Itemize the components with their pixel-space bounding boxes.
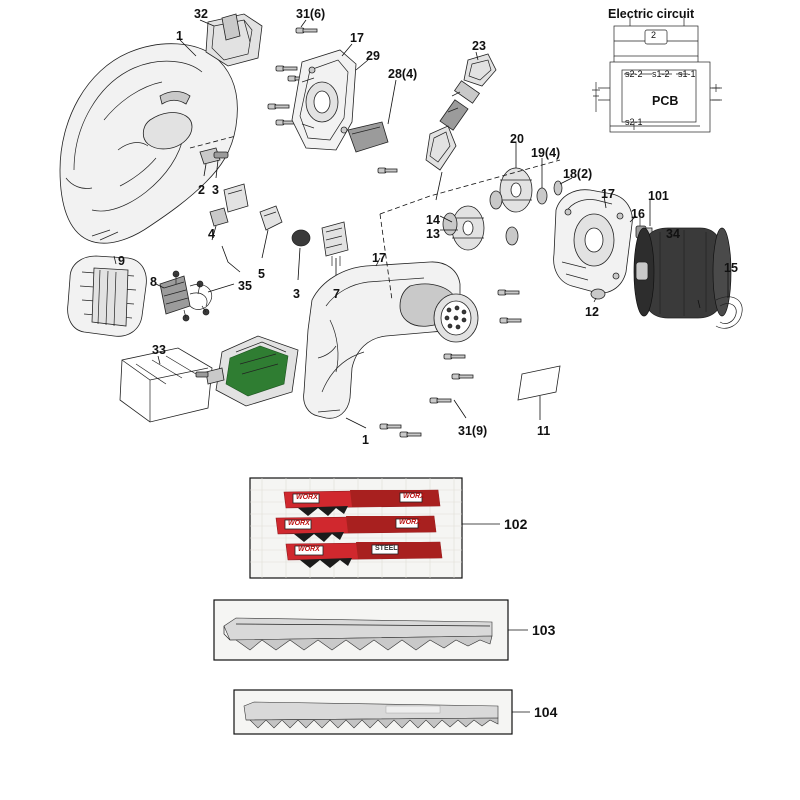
part-33-charger xyxy=(120,348,212,422)
part-23-shaft xyxy=(426,54,496,170)
callout-28-4: 28(4) xyxy=(388,67,418,81)
callout-15: 15 xyxy=(724,261,738,275)
blade-brand-2b: WORX xyxy=(399,519,421,526)
part-28-4-bracket xyxy=(348,122,388,152)
callout-19-4: 19(4) xyxy=(531,146,561,160)
blade-brand-2: WORX xyxy=(288,520,310,527)
callout-31-6: 31(6) xyxy=(296,7,326,21)
gearbox-cover-29 xyxy=(292,50,356,150)
blade-brand-1b: WORX xyxy=(403,493,425,500)
part-11-label xyxy=(518,366,560,400)
callout-29: 29 xyxy=(366,49,380,63)
callout-17-a: 17 xyxy=(350,31,364,45)
blade-brand-3: WORX xyxy=(298,546,320,553)
panel-label-104: 104 xyxy=(534,704,558,720)
callout-4: 4 xyxy=(208,227,215,241)
handle-housing xyxy=(304,262,478,418)
part-12-washer xyxy=(591,289,605,299)
callout-17-b: 17 xyxy=(601,187,615,201)
callout-20: 20 xyxy=(510,132,524,146)
callout-3-b: 3 xyxy=(293,287,300,301)
callout-14: 14 xyxy=(426,213,440,227)
callout-13: 13 xyxy=(426,227,440,241)
callout-34: 34 xyxy=(666,227,680,241)
photo-panel-104 xyxy=(234,690,512,734)
callout-5: 5 xyxy=(258,267,265,281)
circuit-terminal-s1-2: s1-2 xyxy=(652,69,670,79)
circuit-pcb-label: PCB xyxy=(652,94,679,108)
callout-33: 33 xyxy=(152,343,166,357)
callout-9: 9 xyxy=(118,254,125,268)
callout-35: 35 xyxy=(238,279,252,293)
callout-17-c: 17 xyxy=(372,251,386,265)
blade-steel-label: STEEL xyxy=(375,545,398,552)
circuit-terminal-s1-1: s1-1 xyxy=(678,69,696,79)
callout-31-9: 31(9) xyxy=(458,424,488,438)
callout-3-a: 3 xyxy=(212,183,219,197)
photo-panel-103 xyxy=(214,600,508,660)
callout-2: 2 xyxy=(198,183,205,197)
part-9-cover xyxy=(68,256,147,336)
callout-11: 11 xyxy=(537,424,551,438)
callout-8: 8 xyxy=(150,275,157,289)
callout-1-bottom: 1 xyxy=(362,433,369,447)
panel-label-102: 102 xyxy=(504,516,528,532)
callout-32: 32 xyxy=(194,7,208,21)
motor-assembly xyxy=(634,228,731,318)
gear-train xyxy=(443,168,562,250)
circuit-title: Electric circuit xyxy=(608,7,695,21)
part-8-terminal xyxy=(160,271,212,321)
callout-101: 101 xyxy=(648,189,669,203)
callout-23: 23 xyxy=(472,39,486,53)
circuit-terminal-s2-1: s2-1 xyxy=(625,117,643,127)
callout-7: 7 xyxy=(333,287,340,301)
callout-12: 12 xyxy=(585,305,599,319)
photo-panel-102 xyxy=(250,478,462,578)
callout-1-top: 1 xyxy=(176,29,183,43)
panel-label-103: 103 xyxy=(532,622,556,638)
circuit-top-label: 2 xyxy=(651,30,657,40)
battery-pack xyxy=(196,336,298,406)
blade-brand-1: WORX xyxy=(296,494,318,501)
callout-18-2: 18(2) xyxy=(563,167,593,181)
small-parts-cluster xyxy=(200,148,348,266)
circuit-terminal-s2-2: s2-2 xyxy=(625,69,643,79)
callout-16: 16 xyxy=(631,207,645,221)
motor-housing-17 xyxy=(554,187,633,293)
